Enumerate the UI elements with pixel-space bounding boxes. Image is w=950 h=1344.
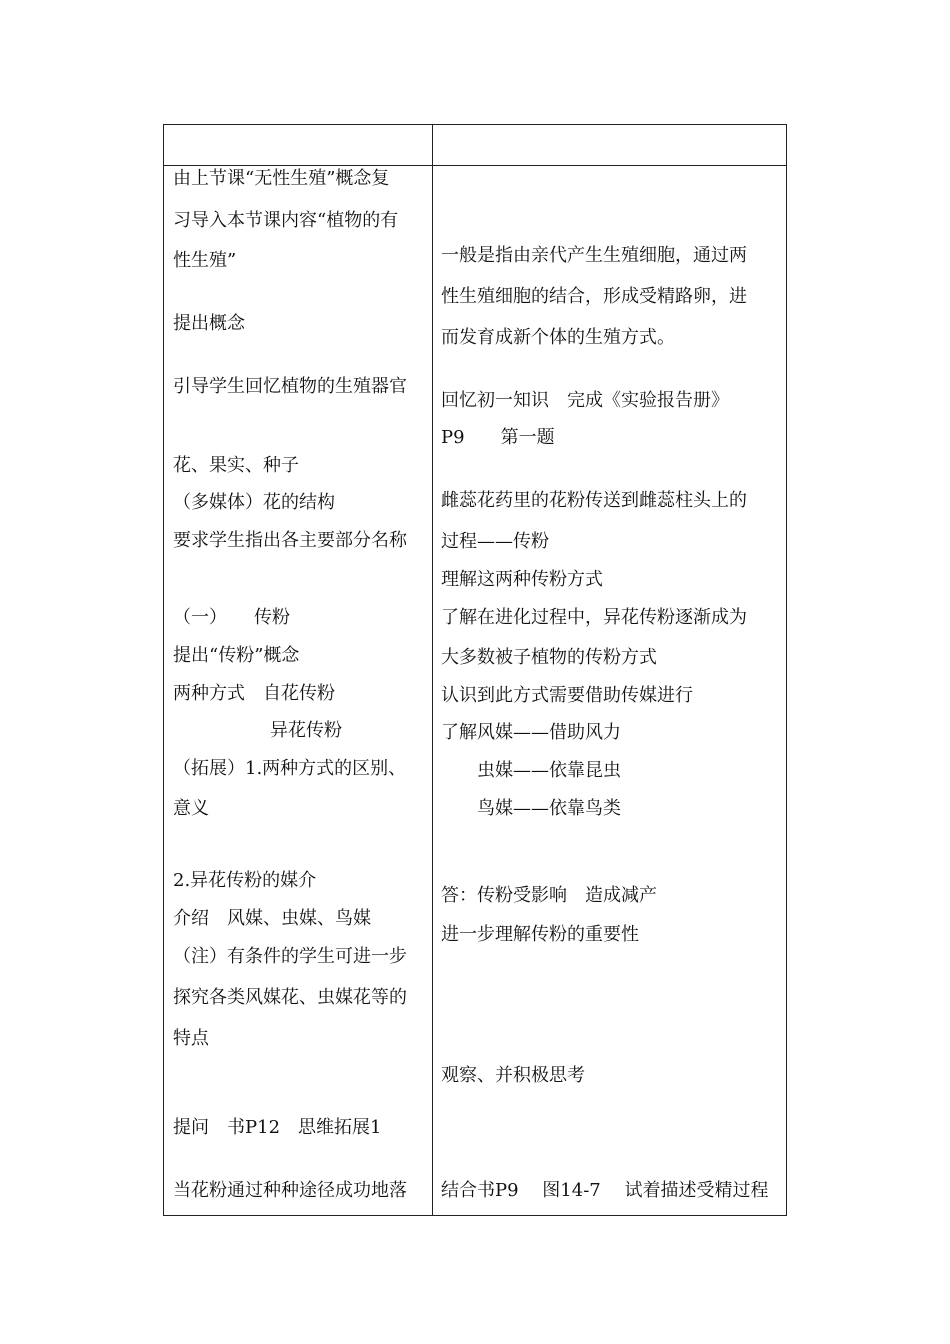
right-line: 性生殖细胞的结合，形成受精路卵，进	[441, 286, 747, 307]
right-line: 虫媒——依靠昆虫	[477, 760, 621, 781]
left-line: 花、果实、种子	[173, 455, 299, 476]
left-line: 由上节课“无性生殖”概念复	[173, 168, 390, 189]
right-line: 了解在进化过程中，异花传粉逐渐成为	[441, 607, 747, 628]
left-line: 引导学生回忆植物的生殖器官	[173, 376, 407, 397]
left-line: 当花粉通过种种途径成功地落	[173, 1180, 407, 1201]
right-line: 一般是指由亲代产生生殖细胞，通过两	[441, 245, 747, 266]
right-line: 而发育成新个体的生殖方式。	[441, 327, 675, 348]
left-line: 2.异花传粉的媒介	[173, 870, 317, 891]
right-line: 结合书P9 图14-7 试着描述受精过程	[441, 1180, 769, 1201]
left-line: 提问 书P12 思维拓展1	[173, 1117, 382, 1138]
left-line: 要求学生指出各主要部分名称	[173, 530, 407, 551]
right-line: 观察、并积极思考	[441, 1065, 585, 1086]
header-row-divider	[164, 165, 786, 166]
left-line: 介绍 风媒、虫媒、鸟媒	[173, 908, 371, 929]
right-line: 过程——传粉	[441, 531, 549, 552]
left-line: 提出概念	[173, 313, 245, 334]
right-line: P9 第一题	[441, 427, 555, 448]
left-line: 提出“传粉”概念	[173, 645, 300, 666]
right-line: 认识到此方式需要借助传媒进行	[441, 685, 693, 706]
left-line: 探究各类风媒花、虫媒花等的	[173, 987, 407, 1008]
right-line: 鸟媒——依靠鸟类	[477, 798, 621, 819]
left-line: 习导入本节课内容“植物的有	[173, 210, 399, 231]
left-line: （拓展）1.两种方式的区别、	[173, 758, 407, 779]
column-divider	[432, 125, 433, 1215]
right-line: 进一步理解传粉的重要性	[441, 924, 639, 945]
right-line: 了解风媒——借助风力	[441, 722, 621, 743]
right-line: 答：传粉受影响 造成减产	[441, 885, 657, 906]
left-line: 性生殖”	[173, 250, 237, 271]
left-line: （多媒体）花的结构	[173, 492, 335, 513]
right-line: 回忆初一知识 完成《实验报告册》	[441, 390, 729, 411]
left-line: 异花传粉	[270, 720, 342, 741]
left-line: 两种方式 自花传粉	[173, 683, 335, 704]
right-line: 大多数被子植物的传粉方式	[441, 647, 657, 668]
left-line: （一） 传粉	[173, 607, 290, 628]
left-line: 意义	[173, 798, 209, 819]
right-line: 雌蕊花药里的花粉传送到雌蕊柱头上的	[441, 490, 747, 511]
left-line: （注）有条件的学生可进一步	[173, 946, 407, 967]
right-line: 理解这两种传粉方式	[441, 569, 603, 590]
left-line: 特点	[173, 1028, 209, 1049]
